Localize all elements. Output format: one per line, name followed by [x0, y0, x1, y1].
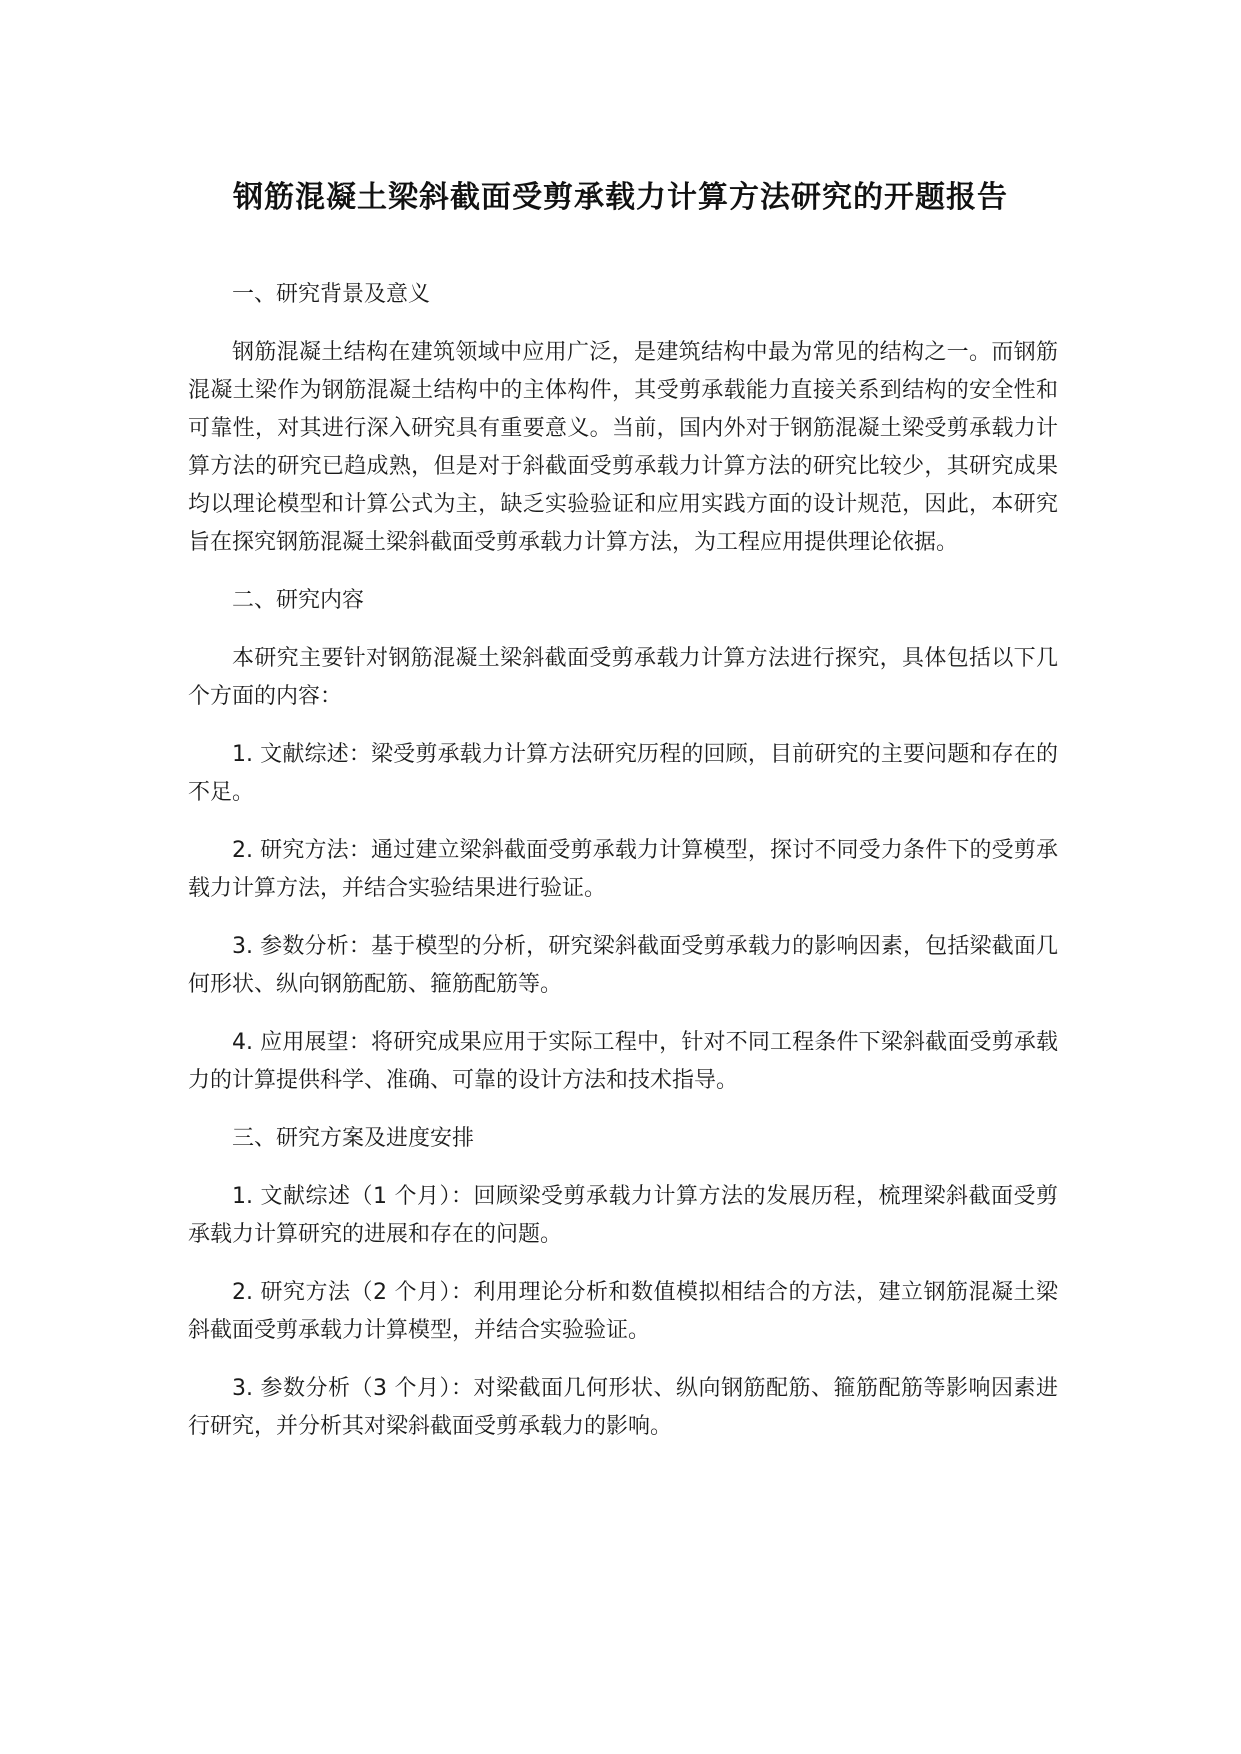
paragraph-content-intro: 本研究主要针对钢筋混凝土梁斜截面受剪承载力计算方法进行探究，具体包括以下几个方面的内容： [188, 646, 1058, 709]
list-item-application-outlook: 4. 应用展望：将研究成果应用于实际工程中，针对不同工程条件下梁斜截面受剪承载力的计算提供科学、准确、可靠的设计方法和技术指导。 [188, 1030, 1058, 1093]
section-heading-content: 二、研究内容 [232, 588, 365, 613]
plan-item-literature-review: 1. 文献综述（1 个月）：回顾梁受剪承载力计算方法的发展历程，梳理梁斜截面受剪承载力计算研究的进展和存在的问题。 [188, 1184, 1058, 1247]
section-heading-background: 一、研究背景及意义 [232, 282, 431, 307]
paragraph-background: 钢筋混凝土结构在建筑领域中应用广泛，是建筑结构中最为常见的结构之一。而钢筋混凝土梁作为钢筋混凝土结构中的主体构件，其受剪承载能力直接关系到结构的安全性和可靠性，对其进行深入研究具有重要意义。当前，国内外对于钢筋混凝土梁受剪承载力计算方法的研究已趋成熟，但是对于斜截面受剪承载力计算方法的研究比较少，其研究成果均以理论模型和计算公式为主，缺乏实验验证和应用实践方面的设计规范，因此，本研究旨在探究钢筋混凝土梁斜截面受剪承载力计算方法，为工程应用提供理论依据。 [188, 340, 1058, 555]
plan-item-research-method: 2. 研究方法（2 个月）：利用理论分析和数值模拟相结合的方法，建立钢筋混凝土梁斜截面受剪承载力计算模型，并结合实验验证。 [188, 1280, 1058, 1343]
plan-item-parameter-analysis: 3. 参数分析（3 个月）：对梁截面几何形状、纵向钢筋配筋、箍筋配筋等影响因素进行研究，并分析其对梁斜截面受剪承载力的影响。 [188, 1376, 1058, 1439]
section-heading-plan: 三、研究方案及进度安排 [232, 1126, 475, 1151]
document-title: 钢筋混凝土梁斜截面受剪承载力计算方法研究的开题报告 [233, 180, 1008, 215]
list-item-literature-review: 1. 文献综述：梁受剪承载力计算方法研究历程的回顾，目前研究的主要问题和存在的不足。 [188, 742, 1058, 805]
list-item-research-method: 2. 研究方法：通过建立梁斜截面受剪承载力计算模型，探讨不同受力条件下的受剪承载力计算方法，并结合实验结果进行验证。 [188, 838, 1058, 901]
document-body [188, 276, 1058, 1466]
list-item-parameter-analysis: 3. 参数分析：基于模型的分析，研究梁斜截面受剪承载力的影响因素，包括梁截面几何形状、纵向钢筋配筋、箍筋配筋等。 [188, 934, 1058, 997]
